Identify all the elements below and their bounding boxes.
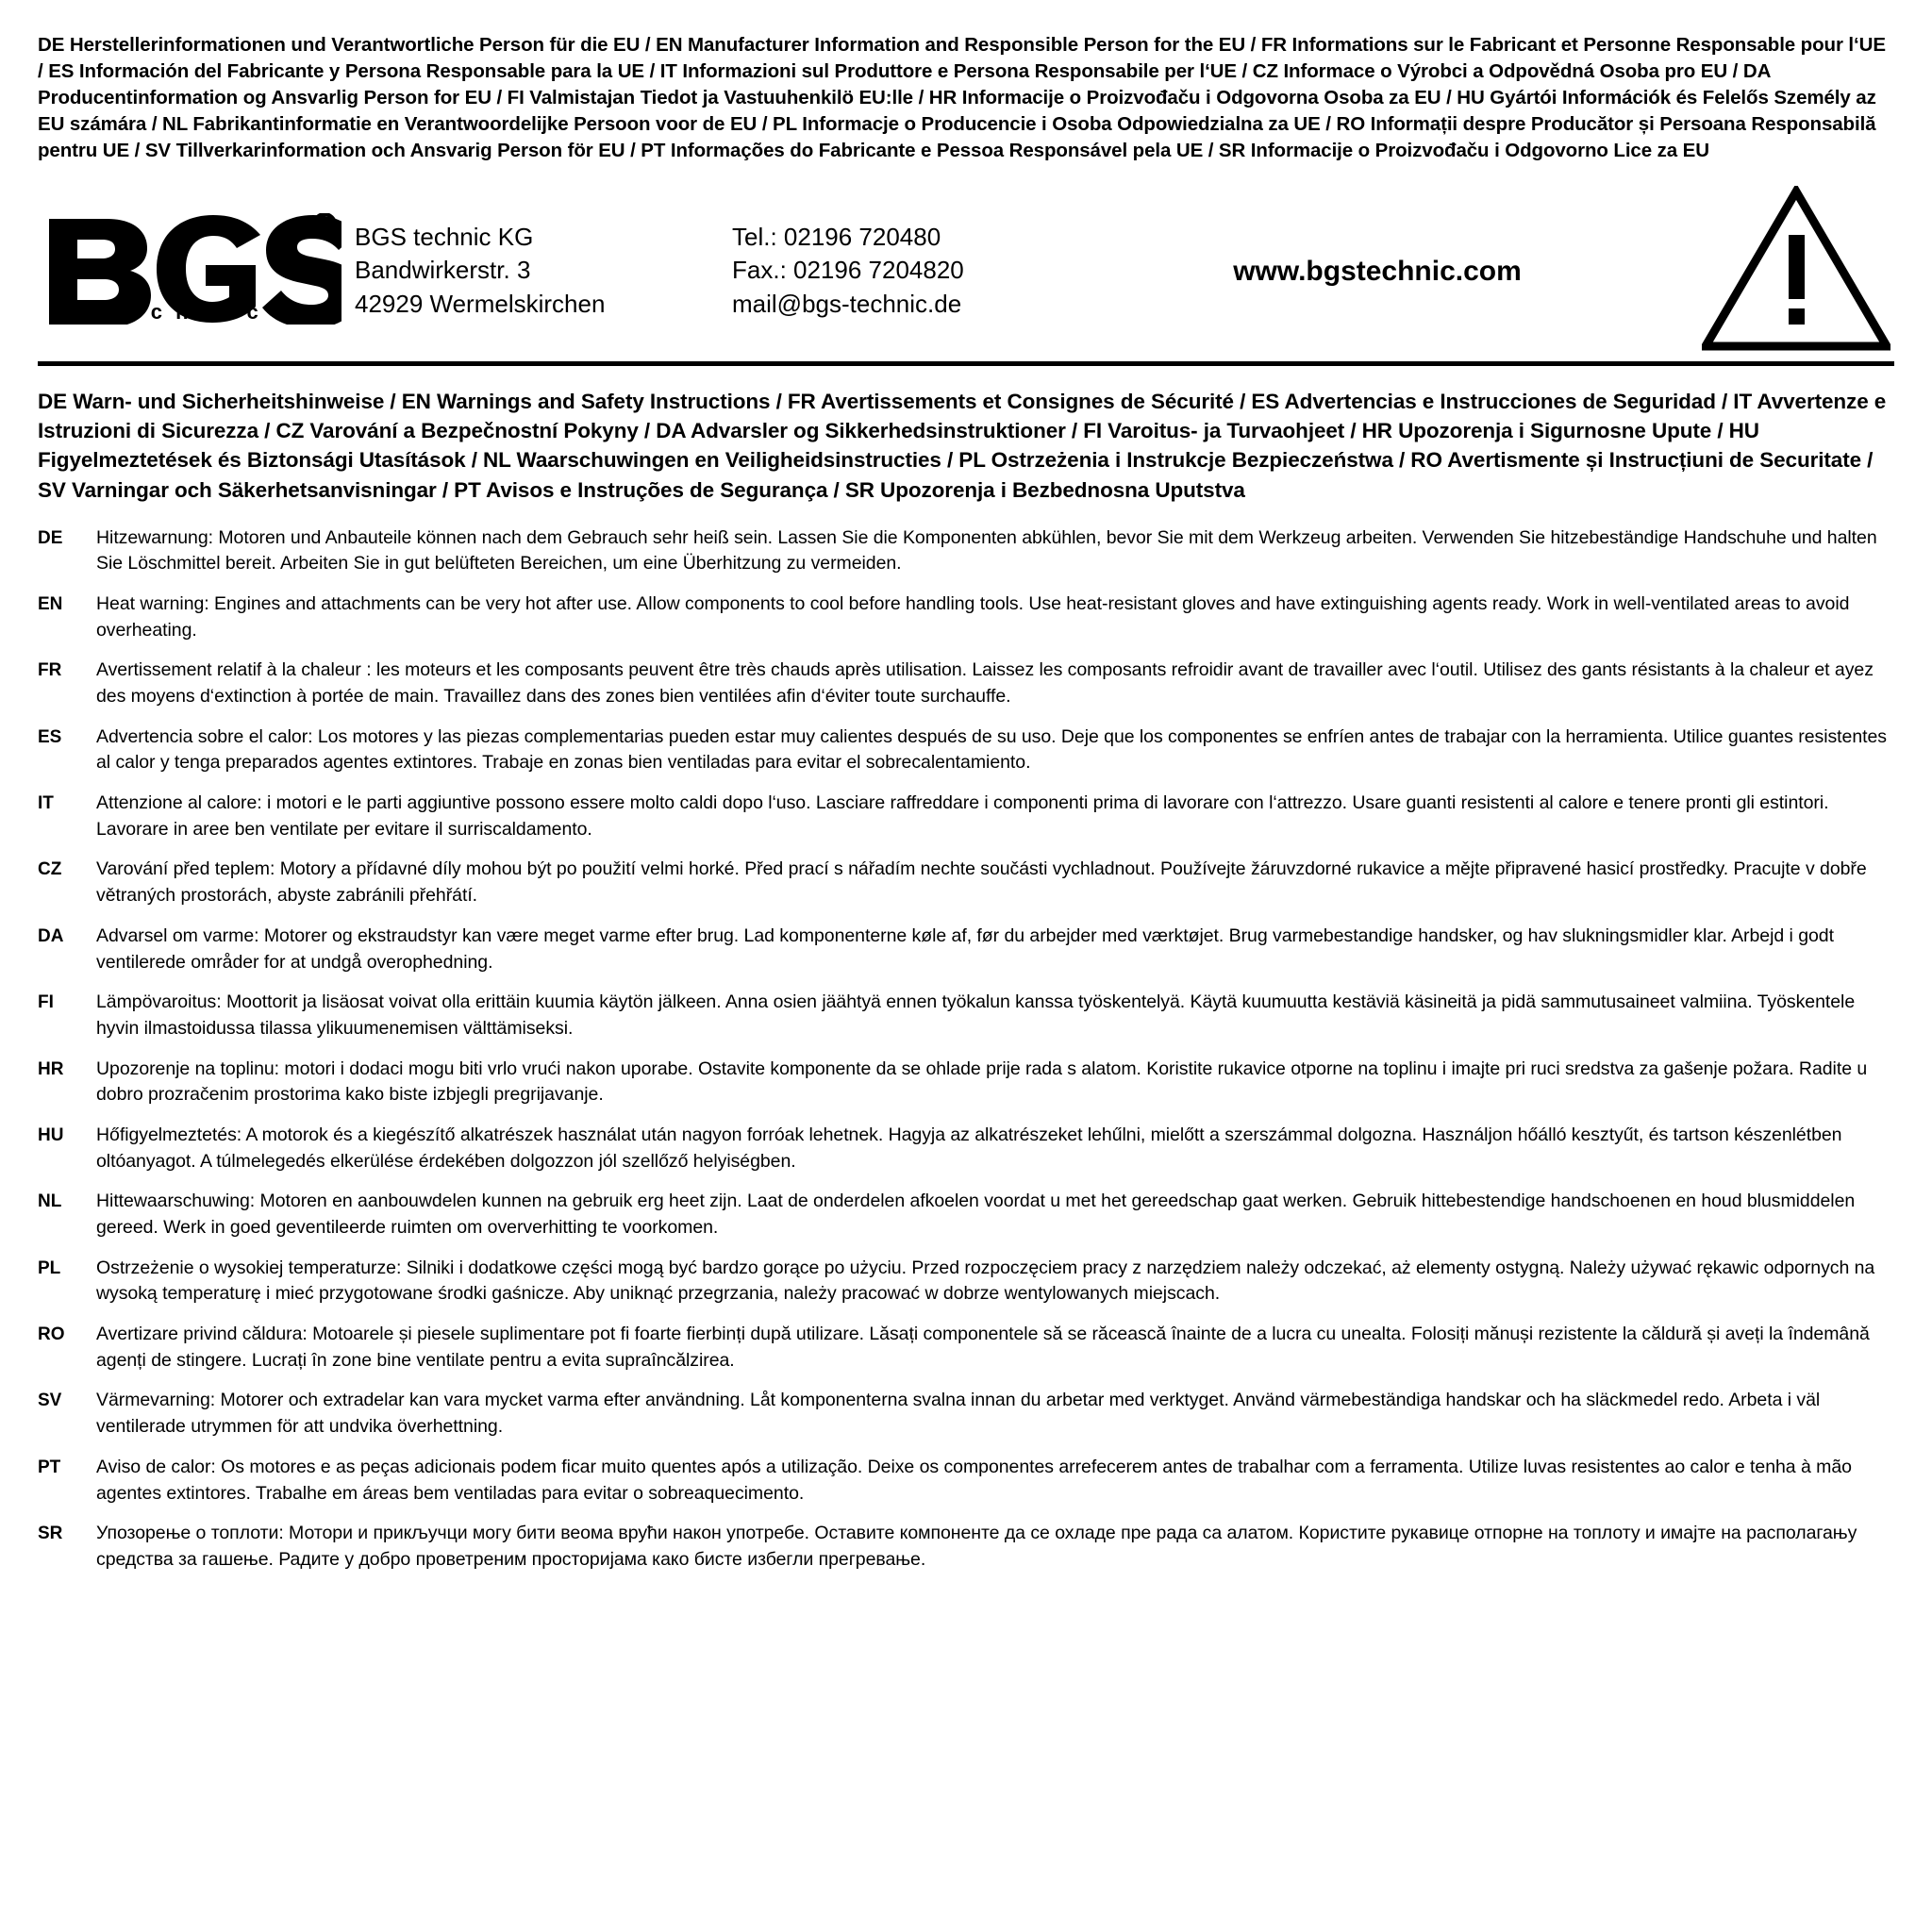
warning-row [38, 658, 1894, 709]
warning-row [38, 724, 1894, 776]
warning-text: Hőfigyelmeztetés: A motorok és a kiegészítő alkatrészek használat után nagyon forróak lehetnek. Hagyja az alkatrészeket lehűlni, mielőtt a szerszámmal dolgozna. Használjon hőálló kesztyűt, és tartson készenlétben oltóanyagot. A túlmelegedés elkerülése érdekében dolgozzon jól szellőző helyiségben. [96, 1124, 1842, 1172]
company-header [38, 180, 1894, 366]
logo-subtext: t e c h n i c [106, 300, 262, 325]
warning-text: Lämpövaroitus: Moottorit ja lisäosat voivat olla erittäin kuumia käytön jälkeen. Anna osien jäähtyä ennen työkalun kanssa työskentelyä. Käytä kuumuutta kestäviä käsineitä ja pidä sammutusaineet valmiina. Työskentele hyvin ilmastoidussa tilassa ylikuumenemisen välttämiseksi. [96, 991, 1856, 1039]
company-name: BGS technic KG [355, 222, 534, 251]
company-street: Bandwirkerstr. 3 [355, 256, 531, 285]
warning-text: Hitzewarnung: Motoren und Anbauteile können nach dem Gebrauch sehr heiß sein. Lassen Sie die Komponenten abkühlen, bevor Sie mit dem Werkzeug arbeiten. Verwenden Sie hitzebeständige Handschuhe und halten Sie Löschmittel bereit. Arbeiten Sie in gut belüfteten Bereichen, um eine Überhitzung zu vermeiden. [96, 526, 1877, 575]
warning-row [38, 1388, 1894, 1440]
warning-text: Упозорење о топлоти: Мотори и прикључци могу бити веома врући након употребе. Оставите компоненте да се охладе пре рада са алатом. Користите рукавице отпорне на топлоту и имајте на располагању средства за гашење. Радите у добро проветреним просторијама како бисте избегли прегревање. [96, 1523, 1857, 1570]
warning-row [38, 1322, 1894, 1374]
language-code: EN [38, 593, 63, 614]
language-code: DE [38, 527, 63, 548]
warning-row [38, 857, 1894, 908]
language-code: CZ [38, 859, 62, 880]
warning-row [38, 1455, 1894, 1507]
language-code: SV [38, 1391, 62, 1411]
language-code: IT [38, 793, 54, 814]
safety-instructions-heading: DE Warn- und Sicherheitshinweise / EN Warnings and Safety Instructions / FR Avertissements et Consignes de Sécurité / ES Advertencias e Instrucciones de Seguridad / IT Avvertenze e Istruzioni di Sicurezza / CZ Varování a Bezpečnostní Pokyny / DA Advarsler og Sikkerhedsinstruktioner / FI Varoitus- ja Turvaohjeet / HR Upozorenja i Sigurnosne Upute / HU Figyelmeztetések és Biztonsági Utasítások / NL Waarschuwingen en Veiligheidsinstructies / PL Ostrzeżenia i Instrukcje Bezpieczeństwa / RO Avertismente și Instrucțiuni de Securitate / SV Varningar och Säkerhetsanvisningar / PT Avisos e Instruções de Segurança / SR Upozorenja i Bezbednosna Uputstva [38, 390, 1887, 502]
language-code: NL [38, 1191, 62, 1212]
company-contact [732, 217, 1072, 323]
language-code: PT [38, 1457, 61, 1477]
warning-text: Ostrzeżenie o wysokiej temperaturze: Silniki i dodatkowe części mogą być bardzo gorące po użyciu. Przed rozpoczęciem pracy z narzędziem należy odczekać, aż elementy ostygną. Należy używać rękawic odpornych na wysoką temperaturę i mieć przygotowane środki gaśnicze. Aby uniknąć przegrzania, należy pracować w dobrze wentylowanych miejscach. [96, 1257, 1875, 1305]
warning-row [38, 1521, 1894, 1573]
warning-row [38, 990, 1894, 1041]
company-tel: Tel.: 02196 720480 [732, 222, 941, 251]
warnings-list [38, 525, 1894, 1574]
company-fax: Fax.: 02196 7204820 [732, 256, 964, 285]
warning-text: Varování před teplem: Motory a přídavné díly mohou být po použití velmi horké. Před prací s nářadím nechte součásti vychladnout. Používejte žáruvzdorné rukavice a mějte připravené hasicí prostředky. Pracujte v dobře větraných prostorách, abyste zabránili přehřátí. [96, 858, 1867, 907]
language-code: HR [38, 1058, 64, 1079]
language-code: DA [38, 925, 64, 946]
warning-row [38, 1123, 1894, 1174]
warning-row [38, 1057, 1894, 1108]
language-code: FI [38, 992, 54, 1013]
bgs-logo [38, 213, 355, 325]
company-email: mail@bgs-technic.de [732, 290, 962, 319]
warning-row [38, 924, 1894, 975]
company-city: 42929 Wermelskirchen [355, 290, 606, 319]
warning-row [38, 591, 1894, 643]
language-code: RO [38, 1324, 65, 1345]
warning-row [38, 525, 1894, 577]
language-code: SR [38, 1524, 63, 1544]
company-address [355, 217, 732, 323]
warning-text: Heat warning: Engines and attachments can be very hot after use. Allow components to cool before handling tools. Use heat-resistant gloves and have extinguishing agents ready. Work in well-ventilated areas to avoid overheating. [96, 592, 1850, 641]
language-code: ES [38, 726, 62, 747]
warning-row [38, 791, 1894, 842]
warning-text: Aviso de calor: Os motores e as peças adicionais podem ficar muito quentes após a utilização. Deixe os componentes arrefecerem antes de trabalhar com a ferramenta. Utilize luvas resistentes ao calor e tenha à mão agentes extintores. Trabalhe em áreas bem ventiladas para evitar o sobreaquecimento. [96, 1456, 1852, 1504]
warning-triangle-icon [1683, 186, 1894, 352]
warning-text: Attenzione al calore: i motori e le parti aggiuntive possono essere molto caldi dopo l‘uso. Lasciare raffreddare i componenti prima di lavorare con l‘attrezzo. Usare guanti resistenti al calore e tenere pronti gli estintori. Lavorare in aree ben ventilate per evitare il surriscaldamento. [96, 792, 1829, 840]
warning-text: Upozorenje na toplinu: motori i dodaci mogu biti vrlo vrući nakon uporabe. Ostavite komponente da se ohlade prije rada s alatom. Koristite rukavice otporne na toplinu i imajte pri ruci sredstva za gašenje požara. Radite u dobro prozračenim prostorima kako biste izbjegli pregrijavanje. [96, 1058, 1868, 1106]
warning-text: Värmevarning: Motorer och extradelar kan vara mycket varma efter användning. Låt komponenterna svalna innan du arbetar med verktyget. Använd värmebeständiga handskar och ha släckmedel redo. Arbeta i väl ventilerade utrymmen för att undvika överhettning. [96, 1390, 1821, 1438]
svg-text:R: R [319, 218, 330, 234]
warning-row [38, 1189, 1894, 1241]
language-code: HU [38, 1124, 64, 1145]
warning-text: Hittewaarschuwing: Motoren en aanbouwdelen kunnen na gebruik erg heet zijn. Laat de onderdelen afkoelen voordat u met het gereedschap gaat werken. Gebruik hittebestendige handschoenen en houd blusmiddelen gereed. Werk in goed geventileerde ruimten om oververhitting te voorkomen. [96, 1191, 1856, 1238]
company-website: www.bgstechnic.com [1233, 256, 1522, 288]
warning-row [38, 1256, 1894, 1307]
language-code: FR [38, 660, 62, 681]
warning-text: Avertissement relatif à la chaleur : les moteurs et les composants peuvent être très chauds après utilisation. Laissez les composants refroidir avant de travailler avec l‘outil. Utilisez des gants résistants à la chaleur et ayez des moyens d‘extinction à portée de main. Travaillez dans des zones bien ventilées afin d‘éviter toute surchauffe. [96, 659, 1874, 707]
manufacturer-info-title: DE Herstellerinformationen und Verantwortliche Person für die EU / EN Manufacturer Information and Responsible Person for the EU / FR Informations sur le Fabricant et Personne Responsable pour l‘UE / ES Información del Fabricante y Persona Responsable para la UE / IT Informazioni sul Produttore e Persona Responsabile per l‘UE / CZ Informace o Výrobci a Odpovědná Osoba pro EU / DA Producentinformation og Ansvarlig Person for EU / FI Valmistajan Tiedot ja Vastuuhenkilö EU:lle / HR Informacije o Proizvođaču i Odgovorna Osoba za EU / HU Gyártói Információk és Felelős Személy az EU számára / NL Fabrikantinformatie en Verantwoordelijke Persoon voor de EU / PL Informacje o Producencie i Osoba Odpowiedzialna za UE / RO Informații despre Producător și Persoana Responsabilă pentru UE / SV Tillverkarinformation och Ansvarig Person för EU / PT Informações do Fabricante e Pessoa Responsável pela UE / SR Informacije o Proizvođaču i Odgovorno Lice za EU [38, 34, 1886, 161]
warning-text: Advertencia sobre el calor: Los motores y las piezas complementarias pueden estar muy calientes después de su uso. Deje que los componentes se enfríen antes de trabajar con la herramienta. Utilice guantes resistentes al calor y tenga preparados agentes extintores. Trabaje en zonas bien ventiladas para evitar el sobrecalentamiento. [96, 725, 1887, 774]
warning-text: Avertizare privind căldura: Motoarele și piesele suplimentare pot fi foarte fierbinți după utilizare. Lăsați componentele să se răcească înainte de a lucra cu unealta. Folosiți mănuși rezistente la căldură și aveți la îndemână agenți de stingere. Lucrați în zone bine ventilate pentru a evita supraîncălzirea. [96, 1324, 1870, 1371]
warning-text: Advarsel om varme: Motorer og ekstraudstyr kan være meget varme efter brug. Lad komponenterne køle af, før du arbejder med værktøjet. Brug varmebestandige handsker, og hav slukningsmidler klar. Arbejd i godt ventilerede områder for at undgå overophedning. [96, 924, 1834, 973]
language-code: PL [38, 1257, 61, 1278]
